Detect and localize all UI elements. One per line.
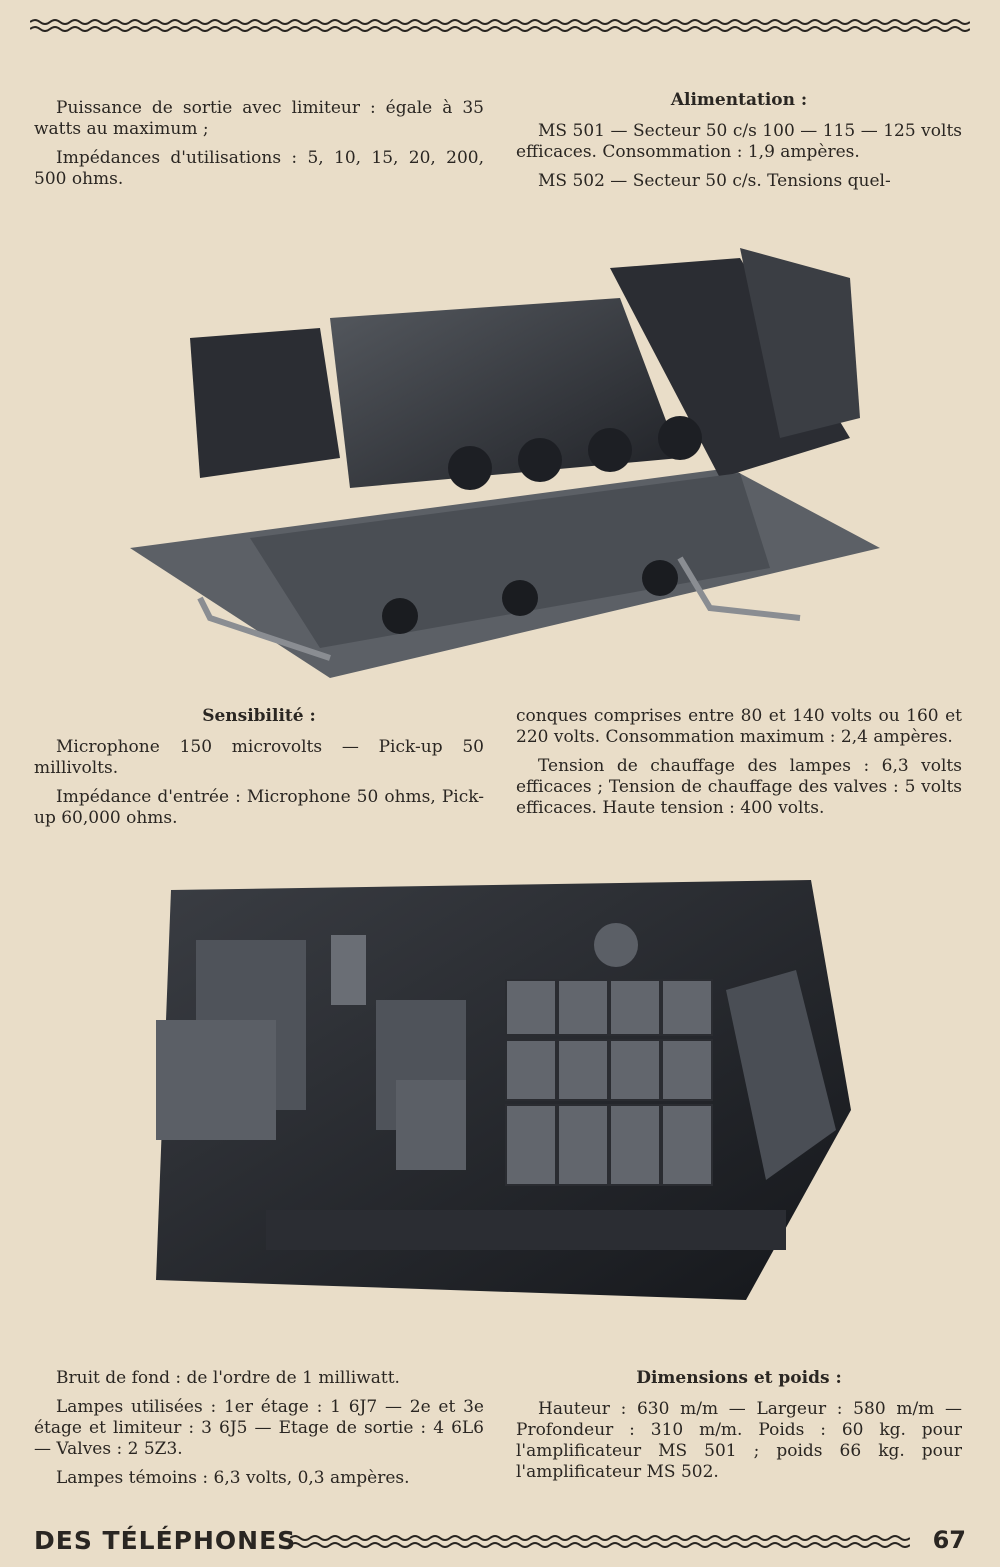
page-number: 67	[932, 1526, 966, 1554]
ms501-supply-text: MS 501 — Secteur 50 c/s 100 — 115 — 125 volts efficaces. Consommation : 1,9 ampères.	[516, 121, 962, 162]
middle-left-column	[34, 706, 484, 837]
tubes-used-text: Lampes utilisées : 1er étage : 1 6J7 — 2e et 3e étage et limiteur : 3 6J5 — Etage de sortie : 4 6L6 — Valves : 2 5Z3.	[34, 1397, 484, 1459]
bottom-left-column	[34, 1368, 484, 1497]
footer-wavy-rule	[290, 1534, 910, 1548]
dimensions-heading: Dimensions et poids :	[636, 1368, 842, 1388]
heater-voltages-text: Tension de chauffage des lampes : 6,3 volts efficaces ; Tension de chauffage des valves : 5 volts efficaces. Haute tension : 400 volts.	[516, 756, 962, 818]
noise-text: Bruit de fond : de l'ordre de 1 milliwatt.	[56, 1368, 400, 1388]
top-wavy-rule	[30, 18, 970, 32]
pilot-lamps-text: Lampes témoins : 6,3 volts, 0,3 ampères.	[56, 1468, 410, 1488]
input-impedance-text: Impédance d'entrée : Microphone 50 ohms, Pick-up 60,000 ohms.	[34, 787, 484, 828]
footer-title: DES TÉLÉPHONES	[34, 1526, 297, 1555]
amplifier-chassis-photo-1	[120, 238, 900, 678]
middle-right-column	[516, 706, 962, 827]
top-right-column	[516, 90, 962, 200]
supply-voltages-text: conques comprises entre 80 et 140 volts ou 160 et 220 volts. Consommation maximum : 2,4 ampères.	[516, 706, 962, 747]
bottom-right-column	[516, 1368, 962, 1491]
output-power-text: Puissance de sortie avec limiteur : égale à 35 watts au maximum ;	[34, 98, 484, 139]
top-left-column	[34, 98, 484, 198]
impedances-text: Impédances d'utilisations : 5, 10, 15, 20, 200, 500 ohms.	[34, 148, 484, 189]
ms502-supply-text: MS 502 — Secteur 50 c/s. Tensions quel-	[538, 171, 891, 191]
amplifier-chassis-photo-2	[146, 880, 856, 1320]
sensitivity-text: Microphone 150 microvolts — Pick-up 50 millivolts.	[34, 737, 484, 778]
sensibilite-heading: Sensibilité :	[202, 706, 316, 726]
alimentation-heading: Alimentation :	[670, 90, 808, 110]
dimensions-text: Hauteur : 630 m/m — Largeur : 580 m/m — Profondeur : 310 m/m. Poids : 60 kg. pour l'amplificateur MS 501 ; poids 66 kg. pour l'amplificateur MS 502.	[516, 1399, 962, 1482]
